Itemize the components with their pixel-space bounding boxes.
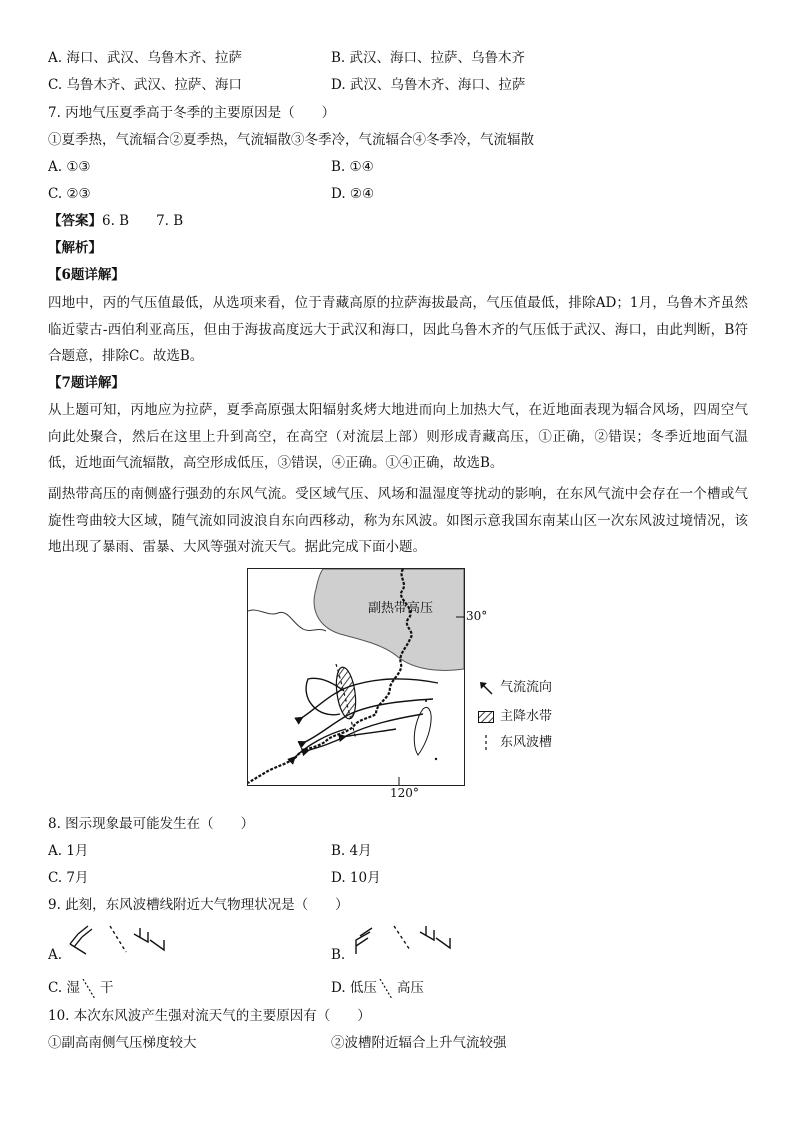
wind-barb-diagram-a <box>64 920 174 960</box>
latitude-label: 30° <box>466 609 488 623</box>
q7-option-a: A. ①③ <box>48 159 91 175</box>
legend-flow-label: 气流流向 <box>500 680 553 695</box>
q7-option-b: B. ①④ <box>331 159 374 175</box>
rain-band <box>333 666 358 720</box>
q8-option-c: C. 7月 <box>48 870 89 886</box>
longitude-label: 120° <box>390 786 419 800</box>
q6-option-d: D. 武汉、乌鲁木齐、海口、拉萨 <box>331 77 526 93</box>
detail7-text: 从上题可知，丙地应为拉萨，夏季高原强太阳辐射炙烤大地进而向上加热大气，在近地面表现为辐合风场，四周空气向此处聚合，然后在这里上升到高空，在高空（对流层上部）则形成青藏高压，①正确，②错误；冬季近地面气温低，近地面气流辐散，高空形成低压，③错误，④正确。①④正确，故选B。 <box>48 402 748 471</box>
q9-stem: 9. 此刻，东风波槽线附近大气物理状况是（ ） <box>48 897 349 913</box>
legend-trough <box>478 731 552 751</box>
wind-barb-diagram-b <box>350 920 460 960</box>
detail6-label: 【6题详解】 <box>48 267 125 283</box>
answer-label: 【答案】 <box>48 213 102 229</box>
detail6-text: 四地中，丙的气压值最低，从选项来看，位于青藏高原的拉萨海拔最高，气压值最低，排除AD；1月，乌鲁木齐虽然临近蒙古-西伯利亚高压，但由于海拔高度远大于武汉和海口，因此乌鲁木齐的气压低于武汉、海口，由此判断，B符合题意，排除C。故选B。 <box>48 295 748 364</box>
dashed-divider-icon <box>377 979 397 999</box>
q8-option-d: D. 10月 <box>331 870 381 886</box>
q10-option-1: ①副高南侧气压梯度较大 <box>48 1035 197 1051</box>
q6-option-c: C. 乌鲁木齐、武汉、拉萨、海口 <box>48 77 242 93</box>
q9-c-right: 干 <box>99 980 114 996</box>
q7-statements: ①夏季热，气流辐合②夏季热，气流辐散③冬季冷，气流辐合④冬季冷，气流辐散 <box>48 132 534 148</box>
q9-d-right: 高压 <box>396 980 424 996</box>
q7-option-c: C. ②③ <box>48 186 91 202</box>
dashed-divider-icon <box>80 979 100 999</box>
legend-trough-label: 东风波槽 <box>500 735 553 750</box>
province-border <box>248 610 326 631</box>
subtropical-high-region <box>314 569 464 671</box>
dashed-line-icon <box>478 735 494 751</box>
q7-stem: 7. 丙地气压夏季高于冬季的主要原因是（ ） <box>48 105 336 121</box>
flow-arrow-icon <box>478 680 494 696</box>
q8-stem: 8. 图示现象最可能发生在（ ） <box>48 816 255 832</box>
q9-option-d <box>331 978 424 999</box>
analysis-label: 【解析】 <box>48 240 102 256</box>
q8-option-b: B. 4月 <box>331 843 372 859</box>
legend-rain-label: 主降水带 <box>500 709 553 724</box>
q8-option-a: A. 1月 <box>48 843 89 859</box>
q9-d-left: D. 低压 <box>331 980 377 996</box>
q10-option-2: ②波槽附近辐合上升气流较强 <box>331 1035 507 1051</box>
easterly-wave-map <box>247 568 465 786</box>
subtropical-high-label: 副热带高压 <box>368 601 434 616</box>
q6-option-a: A. 海口、武汉、乌鲁木齐、拉萨 <box>48 50 242 66</box>
detail7-label: 【7题详解】 <box>48 375 125 391</box>
answer-line <box>48 211 183 231</box>
q9-option-a: A. <box>48 947 63 963</box>
q10-stem: 10. 本次东风波产生强对流天气的主要原因有（ ） <box>48 1008 371 1024</box>
q6-option-b: B. 武汉、海口、拉萨、乌鲁木齐 <box>331 50 526 66</box>
q9-option-c <box>48 978 113 999</box>
q7-option-d: D. ②④ <box>331 186 375 202</box>
answer-text: 6. B 7. B <box>102 213 184 229</box>
q9-c-left: C. 湿 <box>48 980 80 996</box>
passage-intro: 副热带高压的南侧盛行强劲的东风气流。受区域气压、风场和温湿度等扰动的影响，在东风气流中会存在一个槽或气旋性弯曲较大区域，随气流如同波浪自东向西移动，称为东风波。如图示意我国东南某山区一次东风波过境情况，该地出现了暴雨、雷暴、大风等强对流天气。据此完成下面小题。 <box>48 486 748 555</box>
hatch-swatch-icon <box>478 711 494 723</box>
legend-flow <box>478 676 552 696</box>
q9-option-b: B. <box>331 947 346 963</box>
legend-rain <box>478 705 552 724</box>
